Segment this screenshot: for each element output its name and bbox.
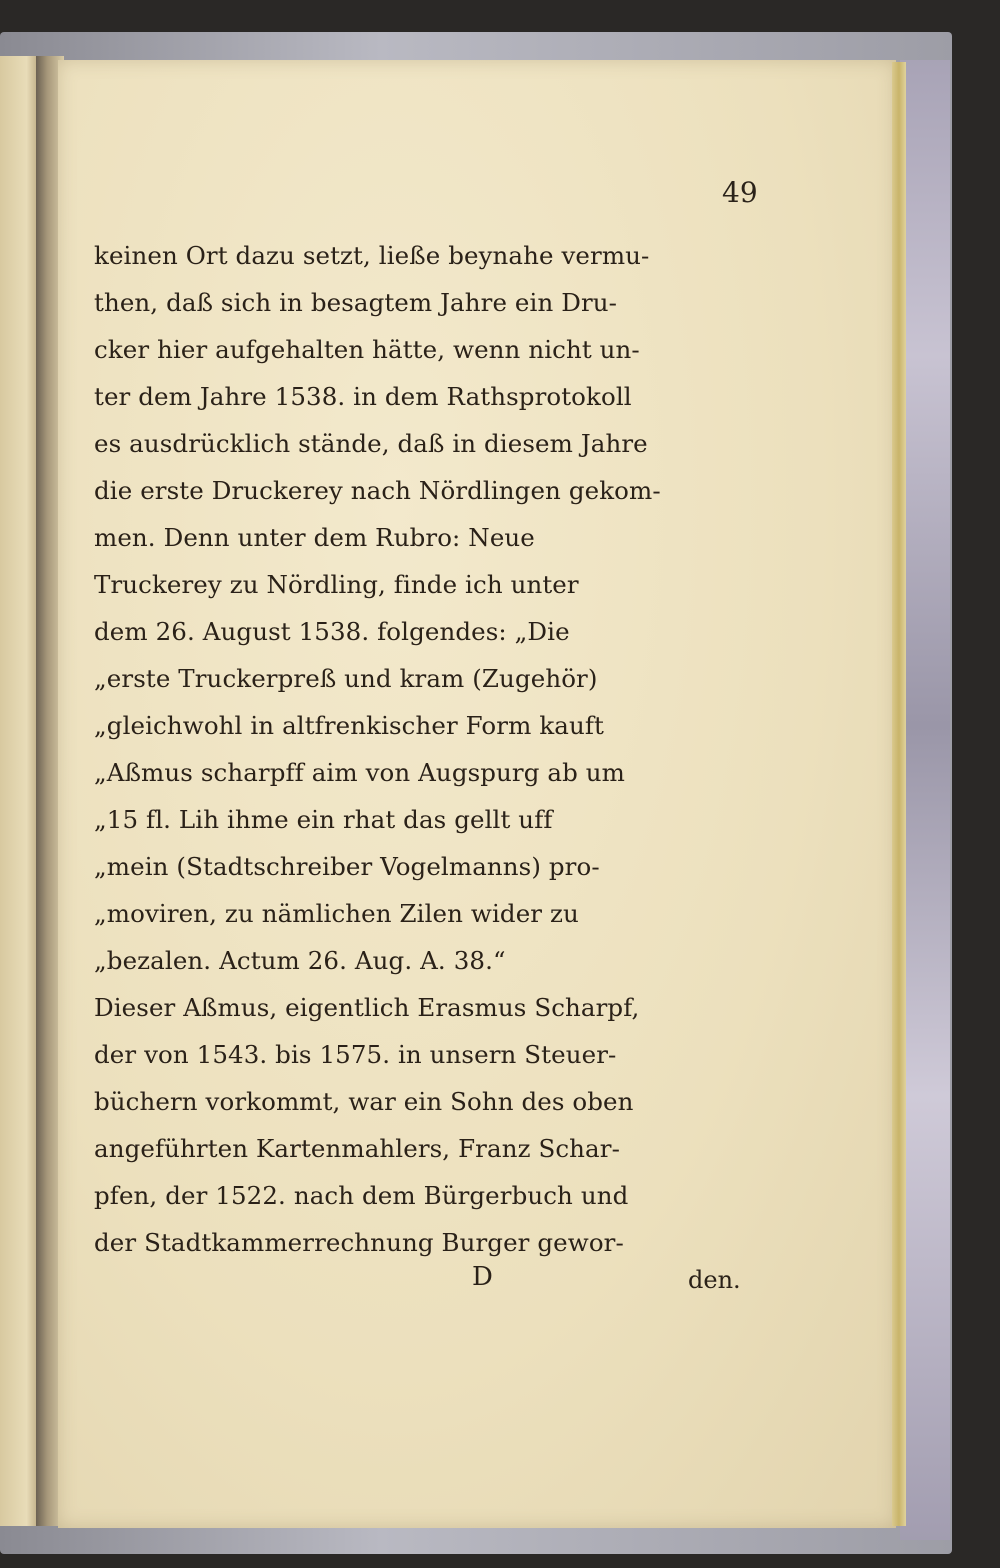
text-line: „gleichwohl in altfrenkischer Form kauft	[94, 711, 604, 740]
text-line: „15 fl. Lih ihme ein rhat das gellt uff	[94, 805, 553, 834]
text-line: angeführten Kartenmahlers, Franz Schar-	[94, 1134, 620, 1163]
text-line: es ausdrücklich stände, daß in diesem Jahre	[94, 429, 648, 458]
catchword: den.	[688, 1266, 741, 1294]
text-line: der Stadtkammerrechnung Burger gewor-	[94, 1228, 624, 1257]
marbled-cover-edge	[900, 60, 950, 1540]
page-block-edge	[892, 62, 906, 1526]
text-line: „bezalen. Actum 26. Aug. A. 38.“	[94, 946, 506, 975]
text-line: then, daß sich in besagtem Jahre ein Dru-	[94, 288, 618, 317]
text-line: der von 1543. bis 1575. in unsern Steuer-	[94, 1040, 617, 1069]
text-line: „mein (Stadtschreiber Vogelmanns) pro-	[94, 852, 600, 881]
facing-page-edge	[0, 56, 38, 1526]
signature-mark: D	[472, 1262, 493, 1292]
text-line: „erste Truckerpreß und kram (Zugehör)	[94, 664, 598, 693]
body-text	[94, 232, 784, 1266]
text-line: Truckerey zu Nördling, finde ich unter	[94, 570, 579, 599]
text-line: ter dem Jahre 1538. in dem Rathsprotokoll	[94, 382, 632, 411]
text-line: „Aßmus scharpff aim von Augspurg ab um	[94, 758, 626, 787]
text-line: men. Denn unter dem Rubro: Neue	[94, 523, 535, 552]
text-line: pfen, der 1522. nach dem Bürgerbuch und	[94, 1181, 629, 1210]
text-line: die erste Druckerey nach Nördlingen gekom-	[94, 476, 661, 505]
text-line: dem 26. August 1538. folgendes: „Die	[94, 617, 570, 646]
text-line: Dieser Aßmus, eigentlich Erasmus Scharpf,	[94, 993, 640, 1022]
text-line: cker hier aufgehalten hätte, wenn nicht un-	[94, 335, 640, 364]
text-line: büchern vorkommt, war ein Sohn des oben	[94, 1087, 634, 1116]
text-line: keinen Ort dazu setzt, ließe beynahe vermu-	[94, 241, 650, 270]
page-number: 49	[722, 176, 758, 209]
text-line: „moviren, zu nämlichen Zilen wider zu	[94, 899, 579, 928]
